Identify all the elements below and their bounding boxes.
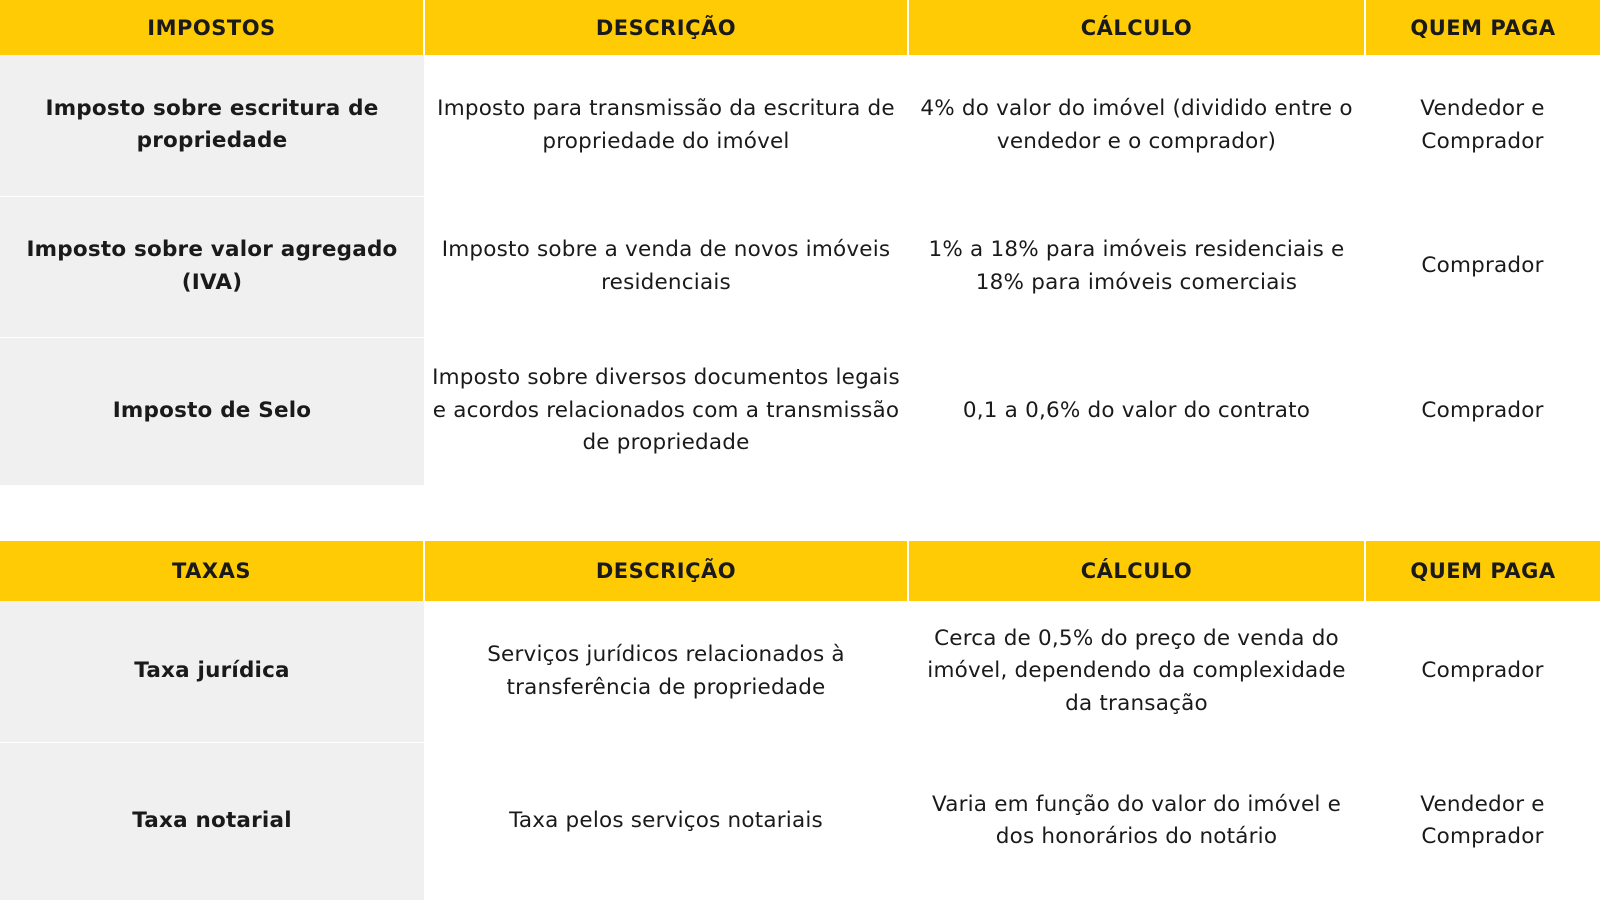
header-fees: TAXAS [0,541,424,601]
tax-payer: Comprador [1421,397,1544,423]
taxes-header-row [0,0,1600,55]
tax-name: Imposto sobre valor agregado (IVA) [0,196,424,337]
header-who-pays: QUEM PAGA [1365,0,1600,55]
tax-payer: Vendedor e Comprador [1420,96,1545,154]
fee-payer: Vendedor e Comprador [1420,791,1545,849]
header-description: DESCRIÇÃO [424,541,908,601]
table-row [0,55,1600,196]
tax-calculation: 4% do valor do imóvel (dividido entre o vendedor e o comprador) [920,96,1353,154]
tax-description: Imposto sobre a venda de novos imóveis residenciais [441,237,891,295]
tax-calculation: 1% a 18% para imóveis residenciais e 18% para imóveis comerciais [928,237,1345,295]
fees-table [0,541,1600,900]
header-description: DESCRIÇÃO [424,0,908,55]
fee-name: Taxa jurídica [0,601,424,742]
fee-calculation: Cerca de 0,5% do preço de venda do imóvel, dependendo da complexidade da transação [927,625,1346,716]
fee-name: Taxa notarial [0,742,424,900]
tax-description: Imposto para transmissão da escritura de propriedade do imóvel [437,96,895,154]
table-row [0,337,1600,485]
table-row [0,601,1600,742]
tax-name: Imposto de Selo [0,337,424,485]
tax-name: Imposto sobre escritura de propriedade [0,55,424,196]
fee-calculation: Varia em função do valor do imóvel e dos honorários do notário [931,791,1342,849]
fees-header-row [0,541,1600,601]
tax-payer: Comprador [1421,253,1544,279]
header-calculation: CÁLCULO [908,541,1365,601]
tax-description: Imposto sobre diversos documentos legais e acordos relacionados com a transmissão de propriedade [432,365,900,456]
table-row [0,196,1600,337]
fee-payer: Comprador [1421,658,1544,684]
header-taxes: IMPOSTOS [0,0,424,55]
fee-description: Serviços jurídicos relacionados à transferência de propriedade [487,642,845,700]
fee-description: Taxa pelos serviços notariais [509,807,823,833]
tax-calculation: 0,1 a 0,6% do valor do contrato [962,397,1311,423]
header-calculation: CÁLCULO [908,0,1365,55]
table-row [0,742,1600,900]
header-who-pays: QUEM PAGA [1365,541,1600,601]
